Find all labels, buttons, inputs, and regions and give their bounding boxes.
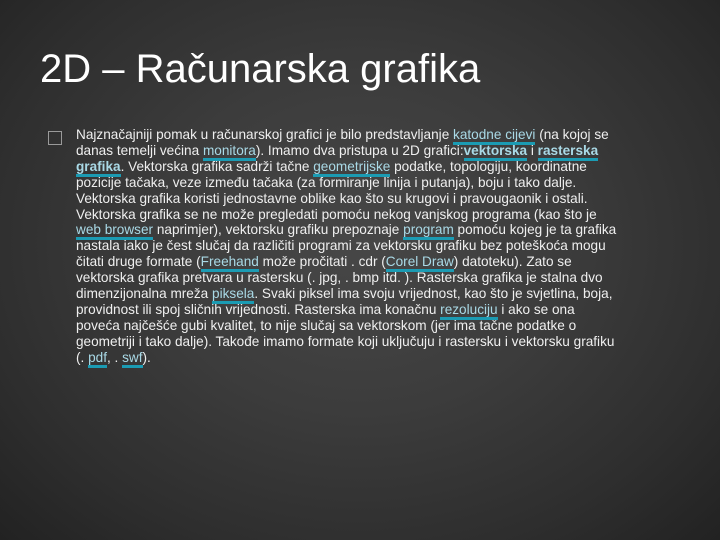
slide-title: 2D – Računarska grafika xyxy=(40,47,481,91)
text-segment: . Svaki piksel ima svoju vrijednost, kao što je svjetlina, boja, providnost ili spoj sličnih vrijednosti. Rasterska ima konačnu xyxy=(76,286,613,317)
link-freehand[interactable]: Freehand xyxy=(201,254,259,272)
link-rezoluciju[interactable]: rezoluciju xyxy=(440,302,497,320)
bullet-icon xyxy=(48,131,62,145)
text-segment: Najznačajniji pomak u računarskoj grafici je bilo predstavljanje xyxy=(76,127,454,142)
text-segment: naprimjer), vektorsku grafiku prepoznaje xyxy=(153,222,404,238)
link-web-browser[interactable]: web browser xyxy=(76,222,153,240)
link-vektorska[interactable]: vektorska xyxy=(464,143,527,161)
text-segment: podatke, topologiju, koordinatne pozicije tačaka, veze između tačaka (za formiranje linija i putanja), boju i tako dalje. Vektorska grafika koristi jednostavne oblike kao što su krugovi i pravougaonik i ostali. Vektorska grafika se ne može pregledati pomoću nekog vanjskog programa (kao što je xyxy=(76,158,597,222)
link-katodne-cijevi[interactable]: katodne cijevi xyxy=(453,127,535,145)
text-segment: , . xyxy=(107,349,123,365)
link-corel-draw[interactable]: Corel Draw xyxy=(386,254,454,272)
link-piksela[interactable]: piksela xyxy=(212,286,254,304)
text-segment: (na kojoj se danas temelji većina xyxy=(76,127,609,158)
link-swf[interactable]: swf xyxy=(122,350,142,368)
text-segment: ). xyxy=(142,349,151,365)
text-segment: i xyxy=(527,142,538,158)
text-segment: . Vektorska grafika sadrži tačne xyxy=(120,158,314,174)
text-segment: može pročitati . cdr ( xyxy=(258,254,386,270)
text-segment: pomoću kojeg je ta grafika nastala iako je čest slučaj da različiti programi za vektorsku grafiku bez poteškoća mogu čitati druge formate ( xyxy=(76,222,617,270)
link-monitora[interactable]: monitora xyxy=(203,143,256,161)
link-rasterska-grafika[interactable]: rasterska grafika xyxy=(76,143,598,177)
link-pdf[interactable]: pdf xyxy=(88,350,107,368)
link-program[interactable]: program xyxy=(403,222,454,240)
text-segment: ) datoteku). Zato se vektorska grafika pretvara u rastersku (. jpg, . bmp itd. ). Rasterska grafika je stalna dvo dimenzijonalna mreža xyxy=(76,254,603,302)
body-paragraph xyxy=(76,127,622,366)
text-segment: i ako se ona poveća najčešće gubi kvalitet, to nije slučaj sa vektorskom (jer ima tačne podatke o geometriji i tako dalje). Takođe imamo formate koji uključuju i rastersku i vektorsku grafiku (. xyxy=(76,301,615,365)
link-geometrijske[interactable]: geometrijske xyxy=(313,159,390,177)
text-segment: ). Imamo dva pristupa u 2D grafici: xyxy=(255,142,464,158)
